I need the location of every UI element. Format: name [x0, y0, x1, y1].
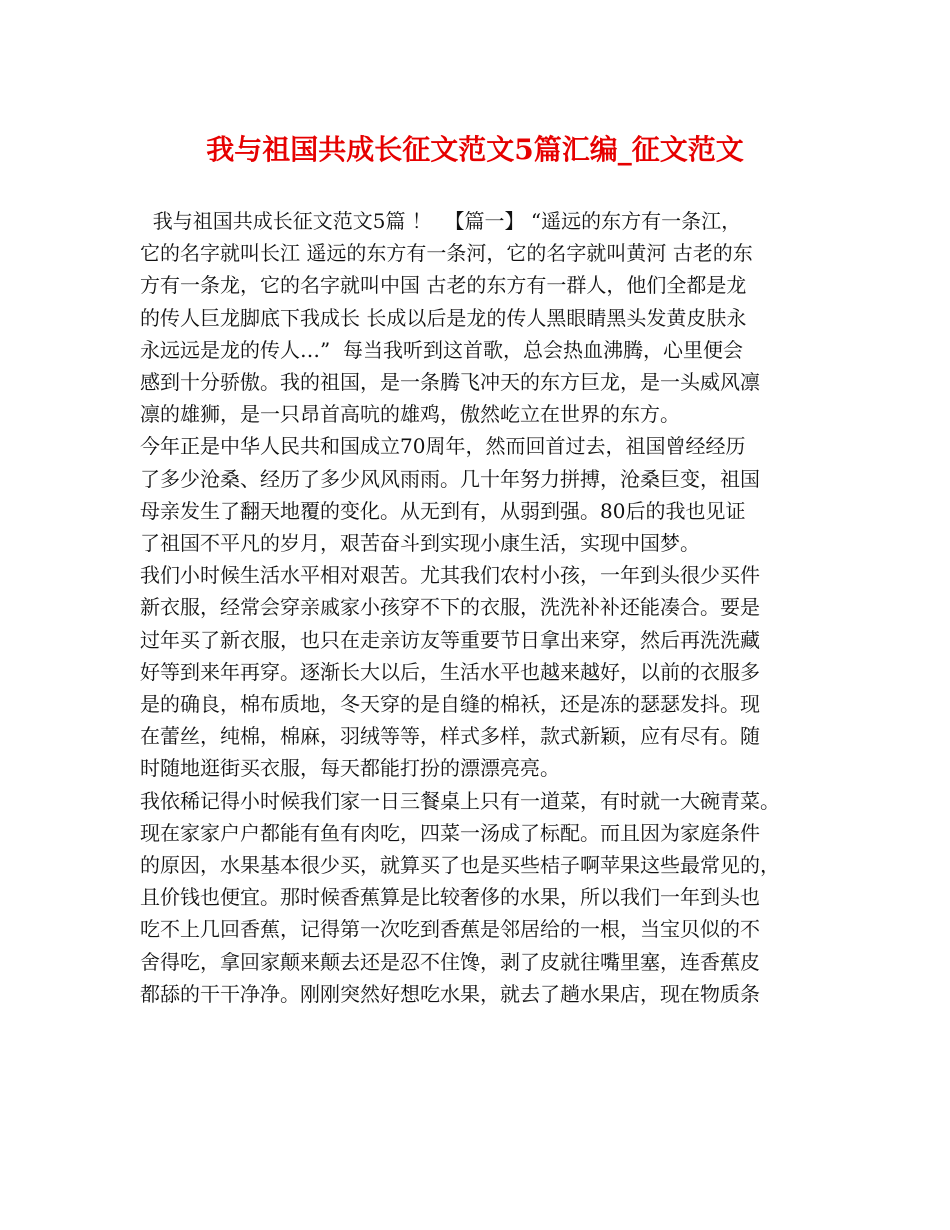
body-text-line: 了祖国不平凡的岁月，艰苦奋斗到实现小康生活，实现中国梦。: [140, 531, 700, 556]
body-text-line: 的原因，水果基本很少买，就算买了也是买些桔子啊苹果这些最常见的，: [140, 853, 780, 878]
body-text-line: 现在家家户户都能有鱼有肉吃，四菜一汤成了标配。而且因为家庭条件: [140, 820, 760, 845]
body-text-line: 且价钱也便宜。那时候香蕉算是比较奢侈的水果，所以我们一年到头也: [140, 885, 760, 910]
body-text-line: 今年正是中华人民共和国成立70周年，然而回首过去，祖国曾经经历: [140, 434, 746, 459]
body-text-line: 凛的雄狮，是一只昂首高吭的雄鸡，傲然屹立在世界的东方。: [140, 402, 680, 427]
body-text-line: 母亲发生了翻天地覆的变化。从无到有，从弱到强。80后的我也见证: [140, 498, 746, 523]
document-title: 我与祖国共成长征文范文5篇汇编_征文范文: [206, 133, 744, 166]
body-text-line: 它的名字就叫长江 遥远的东方有一条河，它的名字就叫黄河 古老的东: [140, 241, 753, 266]
body-text-line: 永远远是龙的传人…” 每当我听到这首歌，总会热血沸腾，心里便会: [140, 337, 743, 362]
body-text-line: 在蕾丝，纯棉，棉麻，羽绒等等，样式多样，款式新颖，应有尽有。随: [140, 724, 760, 749]
body-text-line: 时随地逛街买衣服，每天都能打扮的漂漂亮亮。: [140, 756, 560, 781]
body-text-line: 感到十分骄傲。我的祖国，是一条腾飞冲天的东方巨龙，是一头威风凛: [140, 370, 760, 395]
body-text-line: 都舔的干干净净。刚刚突然好想吃水果，就去了趟水果店，现在物质条: [140, 981, 760, 1006]
body-text-line: 新衣服，经常会穿亲戚家小孩穿不下的衣服，洗洗补补还能凑合。要是: [140, 595, 760, 620]
body-text-line: 我们小时候生活水平相对艰苦。尤其我们农村小孩，一年到头很少买件: [140, 563, 760, 588]
body-text-line: 好等到来年再穿。逐渐长大以后，生活水平也越来越好，以前的衣服多: [140, 659, 760, 684]
body-text-line: 是的确良，棉布质地，冬天穿的是自缝的棉袄，还是冻的瑟瑟发抖。现: [140, 692, 760, 717]
body-text-line: 方有一条龙，它的名字就叫中国 古老的东方有一群人，他们全都是龙: [140, 273, 747, 298]
body-text-line: 过年买了新衣服，也只在走亲访友等重要节日拿出来穿，然后再洗洗藏: [140, 627, 760, 652]
body-text-line: 了多少沧桑、经历了多少风风雨雨。几十年努力拼搏，沧桑巨变，祖国: [140, 466, 760, 491]
body-text-line: 的传人巨龙脚底下我成长 长成以后是龙的传人黑眼睛黑头发黄皮肤永: [140, 305, 747, 330]
body-text-line: 吃不上几回香蕉，记得第一次吃到香蕉是邻居给的一根，当宝贝似的不: [140, 917, 760, 942]
body-text-line: 我依稀记得小时候我们家一日三餐桌上只有一道菜，有时就一大碗青菜。: [140, 788, 780, 813]
body-text-line: 我与祖国共成长征文范文5篇 ！ 【篇一】 “遥远的东方有一条江，: [140, 209, 742, 233]
document-body: [140, 205, 830, 1010]
body-text-line: 舍得吃，拿回家颠来颠去还是忍不住馋，剥了皮就往嘴里塞，连香蕉皮: [140, 949, 760, 974]
